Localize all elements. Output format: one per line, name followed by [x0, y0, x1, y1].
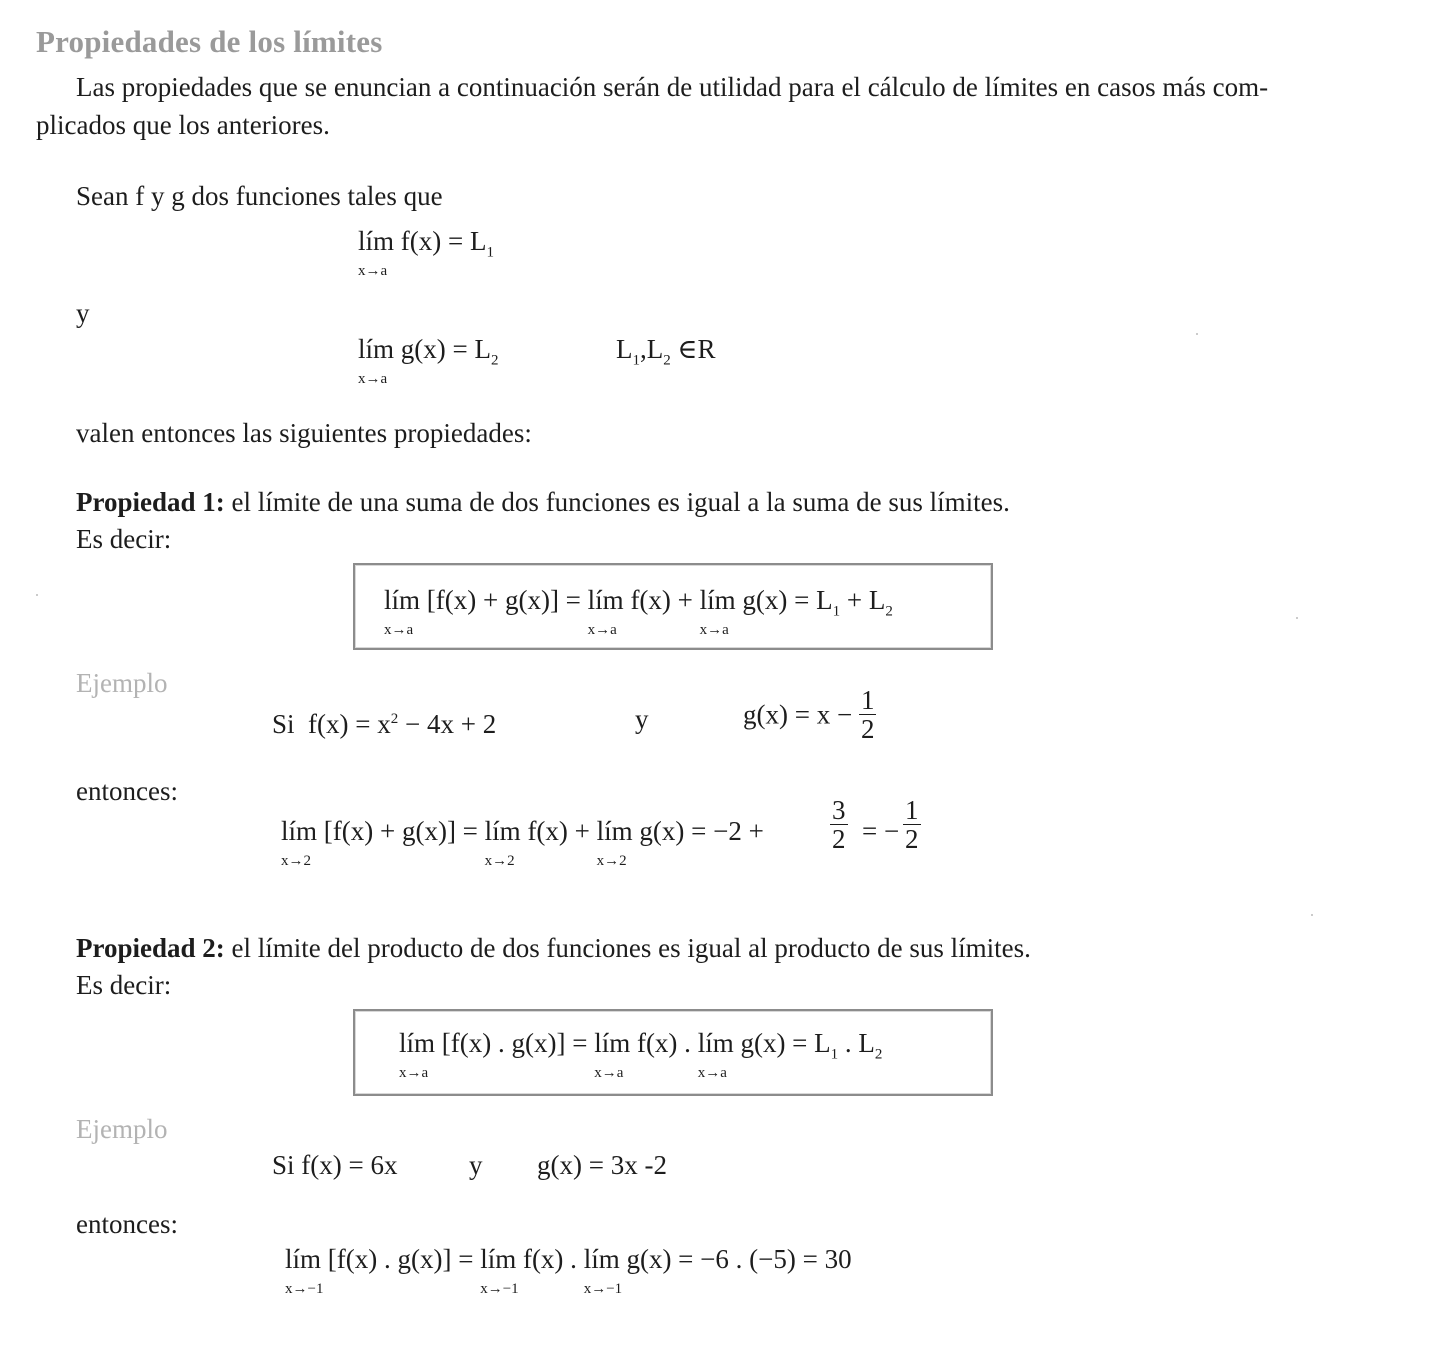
limit-g-equation: lím x→a $g(x) = L_2$ [358, 334, 498, 375]
scan-speck [1311, 914, 1313, 916]
example-1-entonces: entonces: [76, 776, 178, 806]
example-2-f-definition: Si f(x) = 6x [272, 1150, 398, 1180]
limit-operator: lím x→a [699, 585, 736, 638]
limit-operator: lím x→−1 [285, 1244, 324, 1297]
limit-operator: lím x→a [358, 334, 394, 364]
property-2-es-decir: Es decir: [76, 970, 172, 1000]
example-1-equals-minus: = − [862, 816, 900, 846]
example-2-result: lím x→−1 [f(x) . g(x)] = lím x→−1 f(x) . lím x→−1 g(x) = −6 . (−5) = 30 [285, 1244, 852, 1297]
example-1-label: Ejemplo [76, 668, 168, 698]
hypothesis-closing: valen entonces las siguientes propiedades: [76, 418, 532, 448]
example-2-g-definition: g(x) = 3x -2 [537, 1150, 667, 1180]
property-2-heading: Propiedad 2: [76, 933, 225, 963]
limit-f-equation: lím x→a $f(x) = L_1$ [358, 226, 494, 267]
example-1-result: lím x→2 [f(x) + g(x)] = lím x→2 f(x) + lím x→2 g(x) = −2 + [281, 816, 764, 869]
limit-operator: lím x→a [594, 1028, 631, 1081]
limit-operator: lím x→2 [484, 816, 521, 869]
limit-operator: lím x→a [358, 226, 394, 256]
limit-operator: lím x→a [399, 1028, 436, 1081]
limit-operator: lím x→2 [596, 816, 633, 869]
example-2-entonces: entonces: [76, 1209, 178, 1239]
hypothesis-lead: Sean f y g dos funciones tales que [76, 181, 443, 211]
intro-line-1: Las propiedades que se enuncian a continuación serán de utilidad para el cálculo de límites en casos más com- [76, 72, 1269, 102]
example-1-g-definition: g(x) = x − $\frac{1}{2}$ [743, 685, 875, 744]
example-1-f-definition: Si $f(x) = x^2 - 4x + 2$ [272, 709, 497, 739]
property-1-es-decir: Es decir: [76, 524, 172, 554]
limit-subscript: x→a [358, 371, 388, 387]
limit-operator: lím x→a [587, 585, 624, 638]
example-1-fraction-1-2: $\frac{1}{2}$ [905, 795, 919, 854]
property-1-formula: lím x→a [f(x) + g(x)] = lím x→a f(x) + lím x→a $g(x) = L_1 + L_2$ [384, 585, 893, 638]
page-title: Propiedades de los límites [36, 24, 383, 59]
connector-y: y [76, 298, 90, 328]
scan-speck [36, 594, 38, 596]
example-1-fraction-3-2: $\frac{3}{2}$ [832, 795, 846, 854]
limits-domain: $L_1,L_2$ ∈R [616, 334, 716, 369]
intro-line-2: plicados que los anteriores. [36, 110, 330, 140]
limit-operator: lím x→−1 [480, 1244, 519, 1297]
scan-speck [1296, 617, 1298, 619]
scan-speck [1196, 333, 1198, 335]
property-2-statement: Propiedad 2: el límite del producto de dos funciones es igual al producto de sus límites. [76, 933, 1031, 963]
example-1-connector-y: y [635, 704, 649, 734]
limit-operator: lím x→a [697, 1028, 734, 1081]
property-2-formula: lím x→a [f(x) . g(x)] = lím x→a f(x) . lím x→a $g(x) = L_1$ . $L_2$ [399, 1028, 883, 1081]
limit-operator: lím x→−1 [583, 1244, 623, 1297]
property-1-heading: Propiedad 1: [76, 487, 225, 517]
example-2-label: Ejemplo [76, 1114, 168, 1144]
example-2-connector-y: y [469, 1150, 483, 1180]
property-1-statement: Propiedad 1: el límite de una suma de dos funciones es igual a la suma de sus límites. [76, 487, 1010, 517]
limit-subscript: x→a [358, 263, 388, 279]
fraction: $\frac{1}{2}$ [860, 685, 875, 744]
limit-operator: lím x→a [384, 585, 421, 638]
limit-operator: lím x→2 [281, 816, 318, 869]
